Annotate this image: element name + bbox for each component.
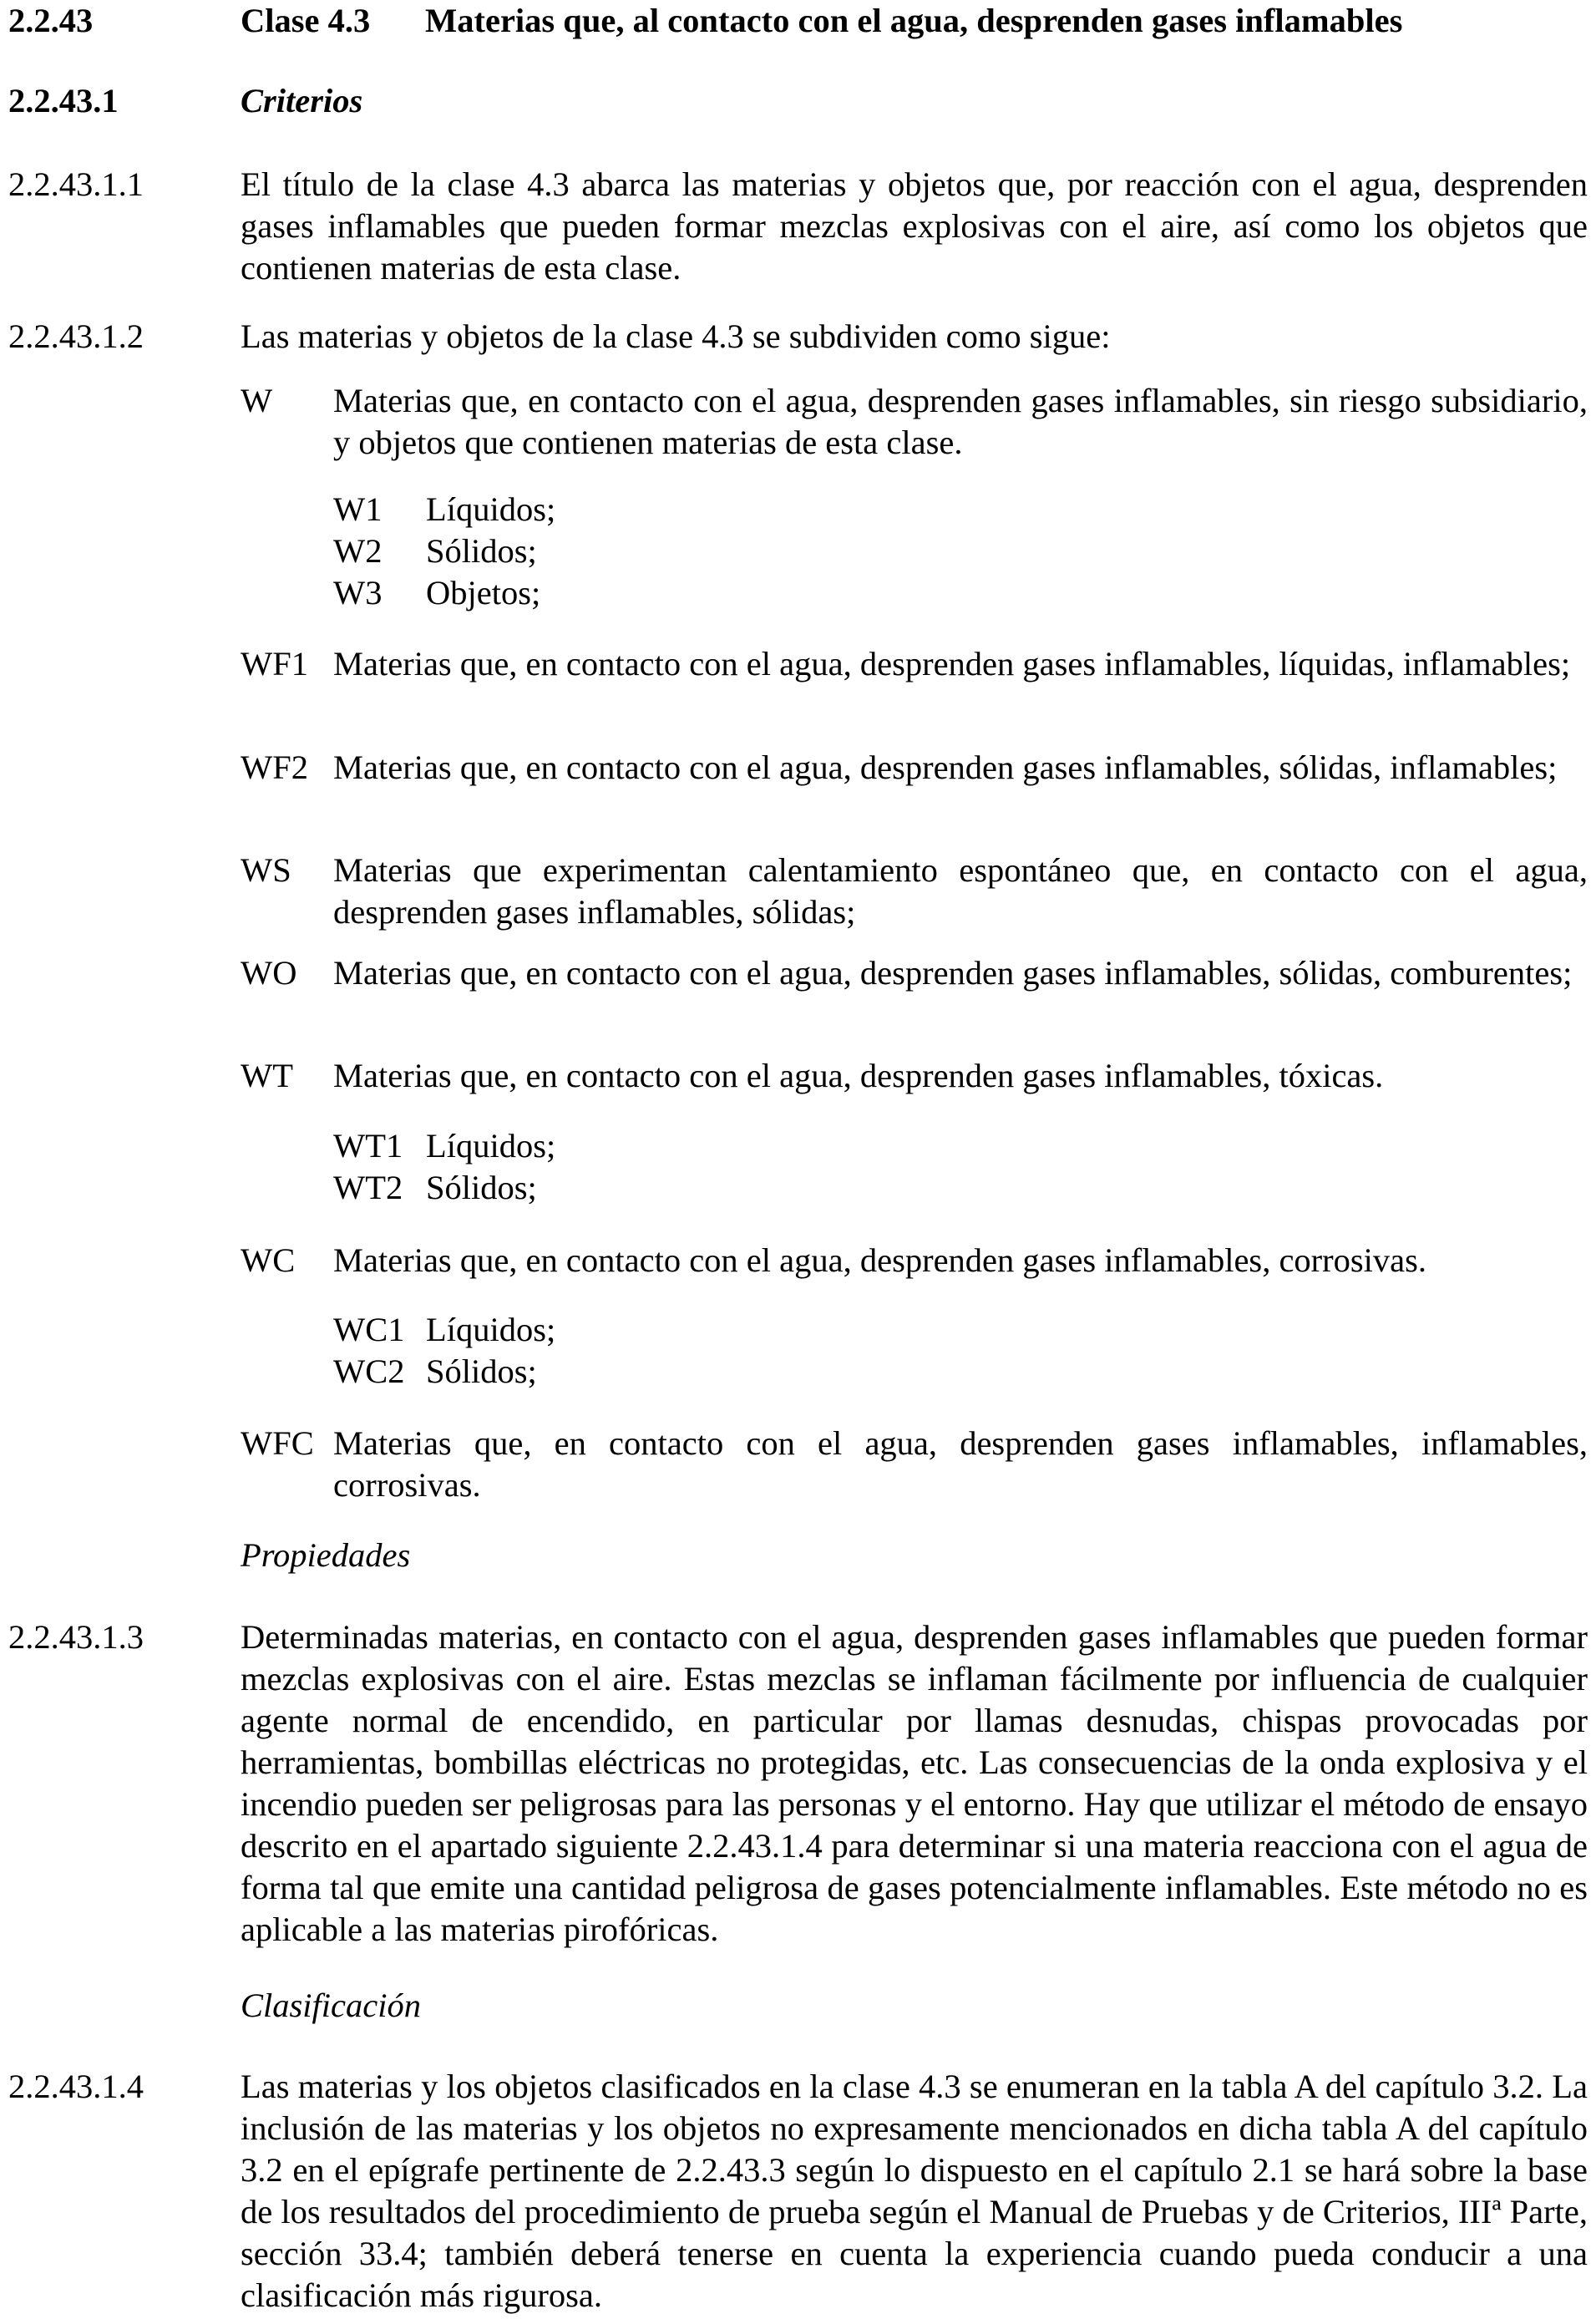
classification-description: Materias que, en contacto con el agua, desprenden gases inflamables, corrosivas. (333, 1241, 1427, 1279)
sub-code-description: Líquidos; (426, 490, 556, 528)
sub-code-description: Objetos; (426, 574, 541, 611)
paragraph-text: El título de la clase 4.3 abarca las materias y objetos que, por reacción con el agua, desprenden gases inflamables que pueden formar mezclas explosivas con el aire, así como los objetos que contienen materias de esta clase. (241, 165, 1588, 287)
classification-code: WF2 (241, 748, 308, 786)
classification-code: WT (241, 1057, 293, 1094)
subsection-heading (8, 80, 844, 122)
sub-code: WC1 (333, 1311, 405, 1348)
section-heading (8, 0, 1595, 42)
sub-code-description: Sólidos; (426, 1169, 537, 1206)
classification-code: W (241, 382, 273, 419)
sub-code: WT1 (333, 1127, 403, 1165)
classification-description: Materias que, en contacto con el agua, desprenden gases inflamables, sin riesgo subsidiario, y objetos que contienen materias de esta clase. (333, 382, 1588, 461)
section-number: 2.2.43 (8, 2, 94, 39)
subsection-number: 2.2.43.1 (8, 82, 119, 119)
subsection-title: Criterios (241, 82, 363, 119)
paragraph-number: 2.2.43.1.2 (8, 317, 144, 355)
sub-code: WT2 (333, 1169, 403, 1206)
paragraph-text: Determinadas materias, en contacto con el agua, desprenden gases inflamables que pueden formar mezclas explosivas con el aire. Estas mezclas se inflaman fácilmente por influencia de cualquier agente normal de encendido, en particular por llamas desnudas, chispas provocadas por herramientas, bombillas eléctricas no protegidas, etc. Las consecuencias de la onda explosiva y el incendio pueden ser peligrosas para las personas y el entorno. Hay que utilizar el método de ensayo descrito en el apartado siguiente 2.2.43.1.4 para determinar si una materia reacciona con el agua de forma tal que emite una cantidad peligrosa de gases potencialmente inflamables. Este método no es aplicable a las materias pirofóricas. (241, 1618, 1588, 1948)
classification-heading: Clasificación (241, 1987, 421, 2024)
classification-description: Materias que, en contacto con el agua, desprenden gases inflamables, sólidas, inflamables; (333, 748, 1558, 786)
classification-description: Materias que, en contacto con el agua, desprenden gases inflamables, líquidas, inflamables; (333, 645, 1571, 683)
classification-description: Materias que, en contacto con el agua, desprenden gases inflamables, sólidas, comburentes; (333, 954, 1573, 992)
classification-description: Materias que, en contacto con el agua, desprenden gases inflamables, tóxicas. (333, 1057, 1384, 1094)
paragraph-text: Las materias y objetos de la clase 4.3 se subdividen como sigue: (241, 317, 1111, 355)
section-title: Materias que, al contacto con el agua, desprenden gases inflamables (425, 2, 1403, 39)
classification-code: WFC (241, 1424, 314, 1462)
properties-heading: Propiedades (241, 1536, 411, 1574)
classification-code: WS (241, 851, 291, 889)
classification-code: WC (241, 1241, 296, 1279)
sub-code-description: Sólidos; (426, 532, 537, 570)
section-class-label: Clase 4.3 (241, 2, 371, 39)
paragraph-number: 2.2.43.1.4 (8, 2068, 144, 2105)
sub-code-description: Sólidos; (426, 1352, 537, 1390)
classification-code: WO (241, 954, 297, 992)
classification-description: Materias que experimentan calentamiento espontáneo que, en contacto con el agua, desprenden gases inflamables, sólidas; (333, 851, 1588, 931)
sub-code: W3 (333, 574, 383, 611)
classification-code: WF1 (241, 645, 308, 683)
sub-code: W1 (333, 490, 383, 528)
classification-description: Materias que, en contacto con el agua, desprenden gases inflamables, inflamables, corrosivas. (333, 1424, 1588, 1504)
paragraph-number: 2.2.43.1.1 (8, 165, 144, 203)
paragraph-text: Las materias y los objetos clasificados en la clase 4.3 se enumeran en la tabla A del capítulo 3.2. La inclusión de las materias y los objetos no expresamente mencionados en dicha tabla A del capítulo 3.2 en el epígrafe pertinente de 2.2.43.3 según lo dispuesto en el capítulo 2.1 se hará sobre la base de los resultados del procedimiento de prueba según el Manual de Pruebas y de Criterios, IIIª Parte, sección 33.4; también deberá tenerse en cuenta la experiencia cuando pueda conducir a una clasificación más rigurosa. (241, 2068, 1588, 2314)
sub-code-description: Líquidos; (426, 1311, 556, 1348)
sub-code: W2 (333, 532, 383, 570)
sub-code: WC2 (333, 1352, 405, 1390)
paragraph-number: 2.2.43.1.3 (8, 1618, 144, 1656)
sub-code-description: Líquidos; (426, 1127, 556, 1165)
